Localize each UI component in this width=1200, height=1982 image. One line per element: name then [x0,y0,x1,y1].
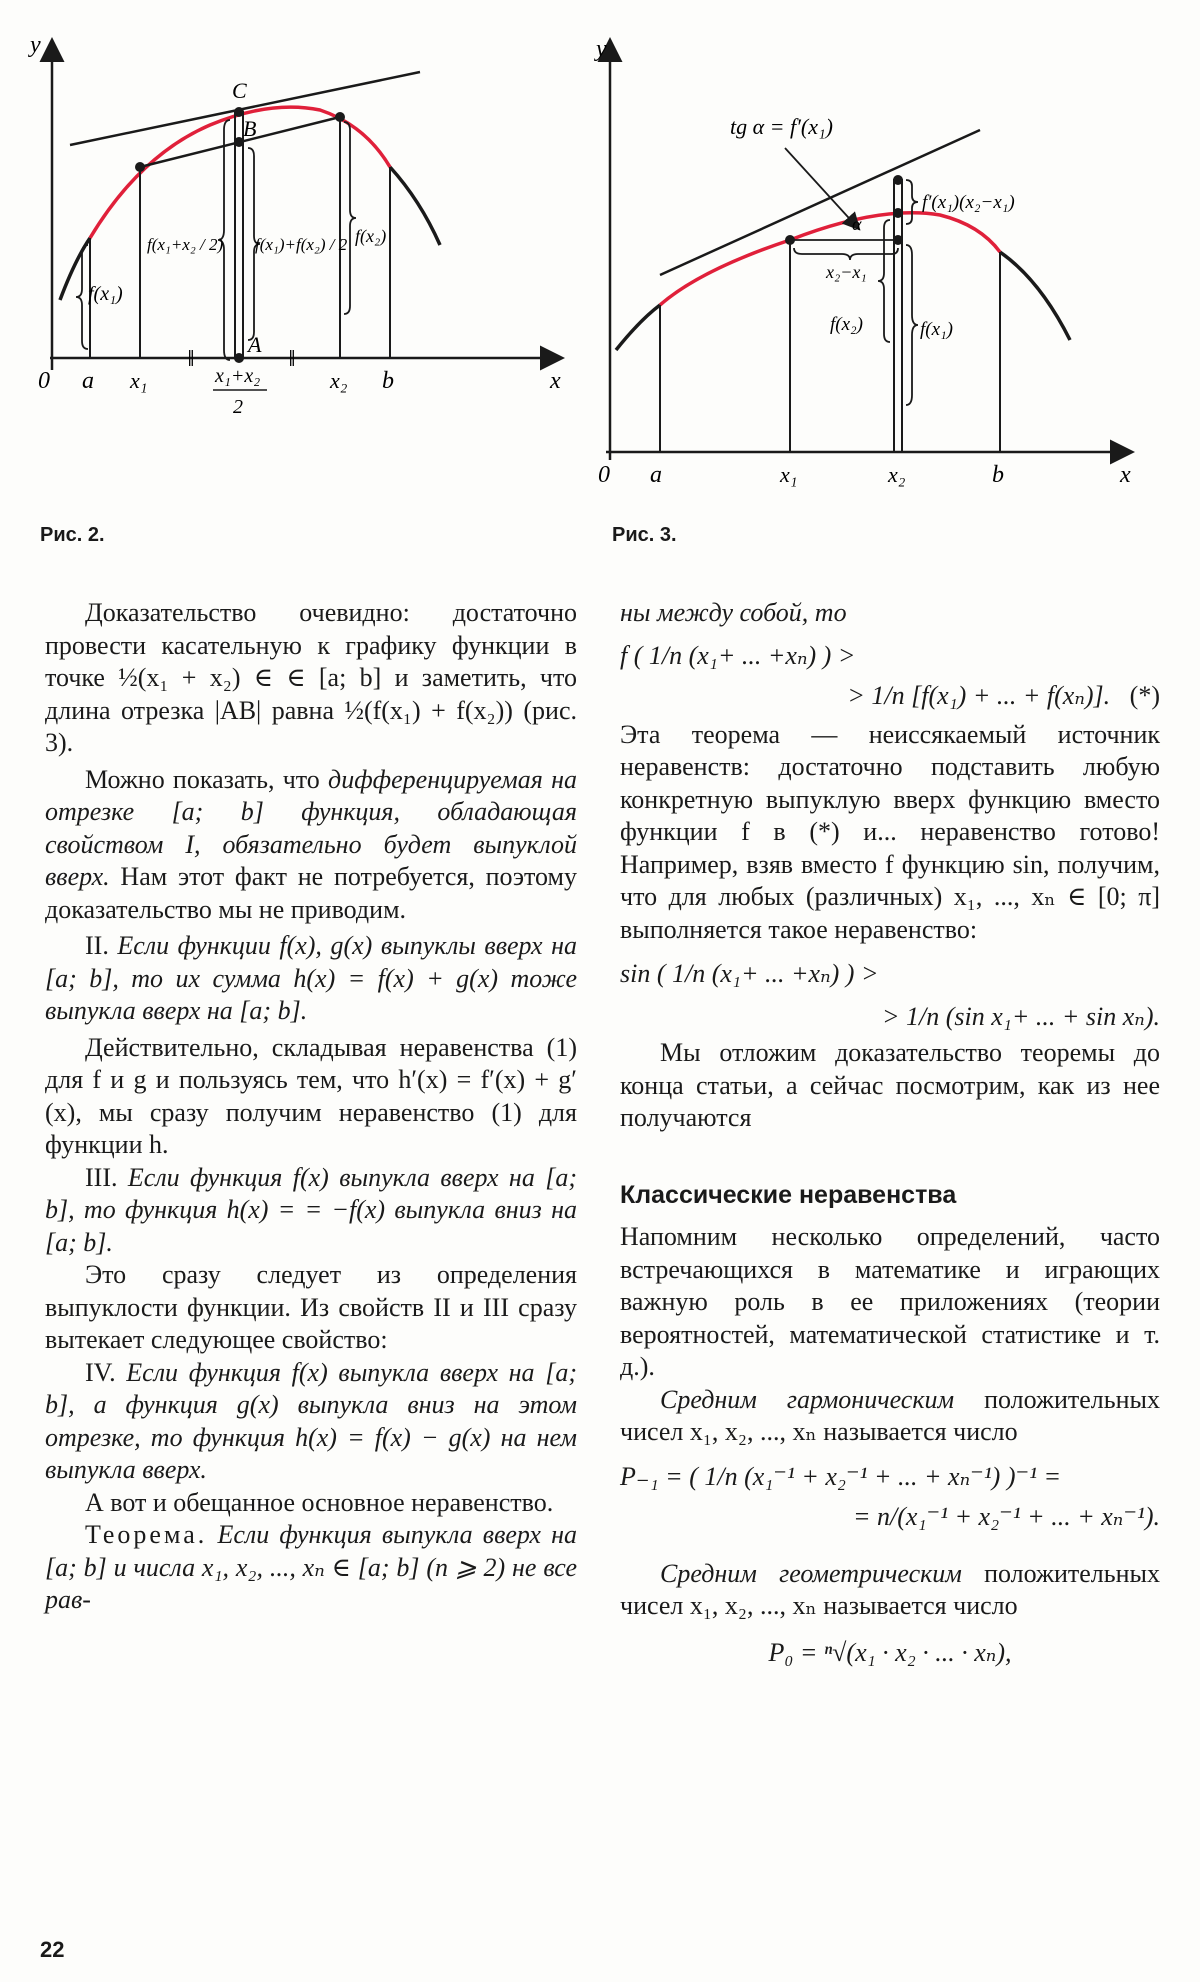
curve-left-black [616,305,660,350]
fig2-tick-a: a [82,368,94,394]
fig2-label-fx1: f(x₁) [88,283,123,305]
left-paragraph-1: Доказательство очевидно: достаточно провести касательную к графику функции в точке ½(x₁ + x₂) ∈ ∈ [a; b] и заметить, что длина отрезка |AB| равна ½(f(x₁) + f(x₂)) (рис. 3). [45,598,577,757]
curve-red [660,213,1000,305]
left-paragraph-8: А вот и обещанное основное неравенство. [85,1487,554,1517]
fig2-tick-mid-den: 2 [233,396,243,418]
fig3-axis-x-label: x [1120,462,1131,488]
curve-left-black [60,238,90,300]
right-paragraph-3: Напомним несколько определений, часто встречающихся в математике и играющих важную роль в ее приложениях (теории вероятностей, математической статистике и т. д.). [620,1222,1160,1381]
figure-3 [596,30,1160,488]
section-heading: Классические неравенства [620,1180,957,1209]
fig2-caption: Рис. 2. [40,524,105,546]
svg-text:‖: ‖ [187,347,195,366]
fig3-tick-b: b [992,462,1004,488]
fig3-tick-x1: x₁ [780,462,798,487]
right-column [620,597,1160,1669]
fig3-label-fx2: f(x₂) [830,314,863,335]
curve-right-black [1000,252,1070,340]
left-paragraph-2: Можно показать, что дифференцируемая на отрезке [a; b] функция, обладающая свойством I, обязательно будет выпуклой вверх. Нам этот факт не потребуется, поэтому доказательство мы не приводим. [45,764,577,924]
fig3-caption: Рис. 3. [612,524,677,546]
figure-3-graph [596,30,1160,488]
right-paragraph-5: Средним геометрическим положительных чисел x₁, x₂, ..., xₙ называется число [620,1558,1160,1620]
right-paragraph-2: Мы отложим доказательство теоремы до конца статьи, а сейчас посмотрим, как из нее получаются [620,1038,1160,1132]
fig2-tick-mid-num: x₁+x₂ [215,365,261,387]
fig2-point-A-label: A [248,332,262,357]
fig2-point-B-label: B [243,116,257,141]
left-paragraph-4: Действительно, складывая неравенства (1) для f и g и пользуясь тем, что h′(x) = f′(x) + g′(x), мы сразу получим неравенство (1) для функции h. [45,1032,577,1159]
fig3-origin-label: 0 [598,462,610,488]
curve-red [90,107,390,238]
fig3-label-tg: tg α = f′(x₁) [730,114,833,139]
point-A [234,353,244,363]
fig2-label-avg: f(x₁)+f(x₂) / 2 [255,235,348,254]
left-column [45,597,577,1617]
left-paragraph-3: II. Если функции f(x), g(x) выпуклы вверх на [a; b], то их сумма h(x) = f(x) + g(x) тоже выпукла вверх на [a; b]. [45,931,577,1025]
fig3-label-alpha: α [852,214,862,234]
fig3-tick-x2: x₂ [888,462,906,487]
figure-2 [30,30,570,460]
fig2-axis-x-label: x [550,368,561,394]
point-x2 [335,112,345,122]
figure-2-graph [30,30,570,460]
vline-mid [235,112,243,358]
formula-4: P₀ = ⁿ√(x₁ · x₂ · ... · xₙ), [768,1637,1012,1667]
vline-x2 [894,180,902,452]
curve-right-black [390,167,440,245]
left-paragraph-5: III. Если функция f(x) выпукла вверх на [a; b], то функция h(x) = = −f(x) выпукла вниз на [a; b]. [45,1162,578,1257]
fig2-tick-x2: x₂ [330,368,348,393]
svg-text:‖: ‖ [288,347,296,366]
right-paragraph-1: Эта теорема — неиссякаемый источник неравенств: достаточно подставить любую конкретную выпуклую вверх функцию вместо функции f в (*) и... неравенство готово! Например, взяв вместо f функцию sin, получим, что для любых (различных) x₁, ..., xₙ ∈ [0; π] выполняется такое неравенство: [620,719,1160,944]
fig2-point-C-label: C [232,78,247,103]
fig2-axis-y-label: y [30,32,41,58]
formula-3-line-1: P₋₁ = ( 1/n (x₁⁻¹ + x₂⁻¹ + ... + xₙ⁻¹) )⁻¹ = [620,1461,1062,1491]
fig2-label-fmid: f(x₁+x₂ / 2) [147,235,224,254]
formula-1-line-1: f ( 1/n (x₁+ ... +xₙ) ) > [620,640,856,670]
fig3-label-dx: x₂−x₁ [826,262,867,282]
point-x1 [135,162,145,172]
formula-3-line-2: = n/(x₁⁻¹ + x₂⁻¹ + ... + xₙ⁻¹). [852,1502,1160,1531]
formula-2-line-1: sin ( 1/n (x₁+ ... +xₙ) ) > [620,959,879,988]
formula-1-line-2: > 1/n [f(x₁) + ... + f(xₙ)]. (*) [847,681,1160,710]
left-paragraph-7: IV. Если функция f(x) выпукла вверх на [a; b], а функция g(x) выпукла вниз на этом отрезке, то функция h(x) = f(x) − g(x) на нем выпукла вверх. [45,1357,577,1484]
left-paragraph-9: Теорема. Если функция выпукла вверх на [a; b] и числа x₁, x₂, ..., xₙ ∈ [a; b] (n ⩾ 2) не все рав- [45,1520,577,1614]
fig3-label-incr: f′(x₁)(x₂−x₁) [922,192,1015,213]
fig2-origin-label: 0 [38,368,50,394]
right-paragraph-4: Средним гармоническим положительных чисел x₁, x₂, ..., xₙ называется число [620,1384,1160,1446]
fig3-axis-y-label: y [596,36,607,62]
page-number: 22 [40,1937,65,1962]
left-paragraph-6: Это сразу следует из определения выпуклости функции. Из свойств II и III сразу вытекает следующее свойство: [45,1260,577,1354]
right-paragraph-0: ны между собой, то [620,598,847,627]
formula-2-line-2: > 1/n (sin x₁+ ... + sin xₙ). [881,1001,1160,1031]
fig2-tick-b: b [382,368,394,394]
fig2-tick-x1: x₁ [130,368,148,393]
fig3-tick-a: a [650,462,662,488]
fig2-label-fx2: f(x₂) [355,226,387,246]
fig3-label-fx1: f(x₁) [920,319,953,340]
